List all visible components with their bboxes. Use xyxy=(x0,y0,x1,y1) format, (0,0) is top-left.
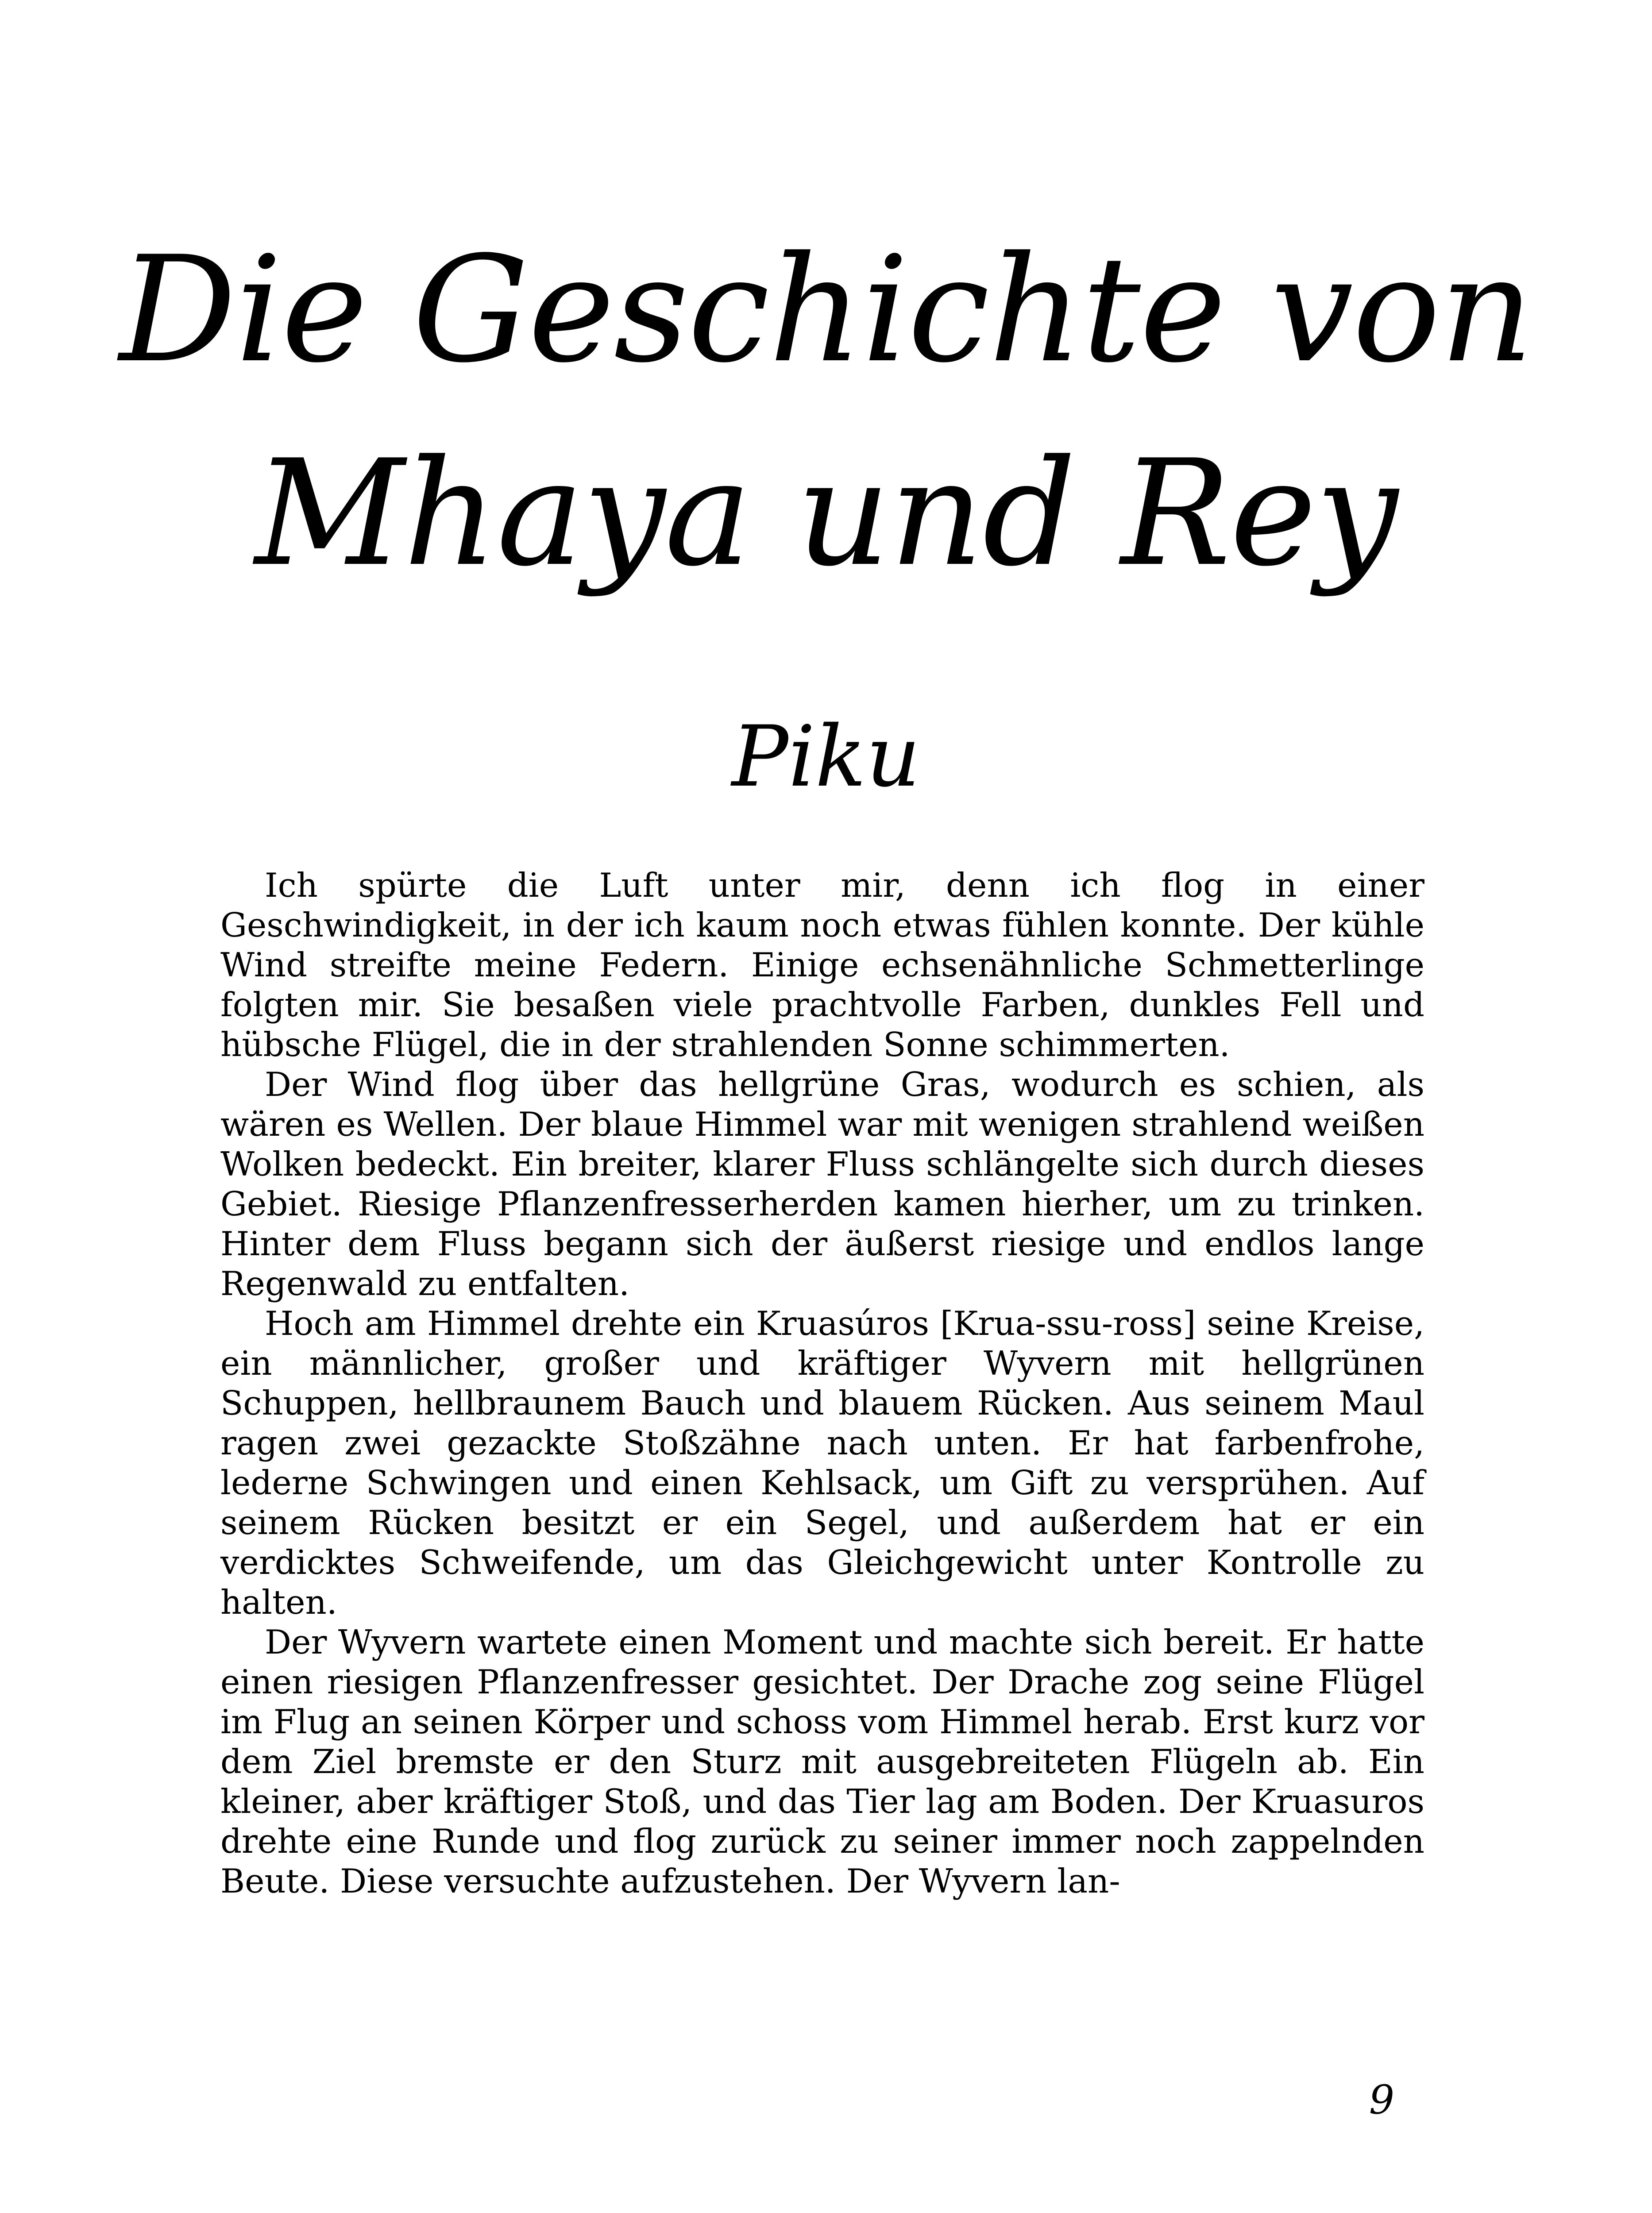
chapter-title-line-2: Mhaya und Rey xyxy=(255,428,1397,598)
chapter-title xyxy=(0,208,1652,615)
paragraph-1: Ich spürte die Luft unter mir, denn ich flog in einer Geschwindigkeit, in der ich kaum noch etwas fühlen konnte. Der kühle Wind streifte meine Federn. Einige echsenähnliche Schmetterlinge folgten mir. Sie besaßen viele prachtvolle Farben, dunkles Fell und hübsche Flügel, die in der strahlenden Sonne schimmerten. xyxy=(220,866,1424,1064)
paragraph-3: Hoch am Himmel drehte ein Kruasúros [Krua-ssu-ross] seine Kreise, ein männlicher, großer und kräftiger Wyvern mit hellgrünen Schuppen, hellbraunem Bauch und blauem Rücken. Aus seinem Maul ragen zwei gezackte Stoßzähne nach unten. Er hat farbenfrohe, lederne Schwingen und einen Kehlsack, um Gift zu versprühen. Auf seinem Rücken besitzt er ein Segel, und außerdem hat er ein verdicktes Schweifende, um das Gleichgewicht unter Kontrolle zu halten. xyxy=(220,1304,1424,1622)
author-name: Piku xyxy=(731,708,921,806)
paragraph-4: Der Wyvern wartete einen Moment und machte sich bereit. Er hatte einen riesigen Pflanzenfresser gesichtet. Der Drache zog seine Flügel im Flug an seinen Körper und schoss vom Himmel herab. Erst kurz vor dem Ziel bremste er den Sturz mit ausgebreiteten Flügeln ab. Ein kleiner, aber kräftiger Stoß, und das Tier lag am Boden. Der Kruasuros drehte eine Runde und flog zurück zu seiner immer noch zappelnden Beute. Diese versuchte aufzustehen. Der Wyvern lan- xyxy=(220,1623,1424,1901)
paragraph-2: Der Wind flog über das hellgrüne Gras, wodurch es schien, als wären es Wellen. Der blaue Himmel war mit wenigen strahlend weißen Wolken bedeckt. Ein breiter, klarer Fluss schlängelte sich durch dieses Gebiet. Riesige Pflanzenfresserherden kamen hierher, um zu trinken. Hinter dem Fluss begann sich der äußerst riesige und endlos lange Regenwald zu entfalten. xyxy=(220,1065,1424,1303)
chapter-title-line-1: Die Geschichte von xyxy=(119,225,1533,395)
body-text xyxy=(220,865,1424,1901)
page-number: 9 xyxy=(1369,2077,1394,2123)
